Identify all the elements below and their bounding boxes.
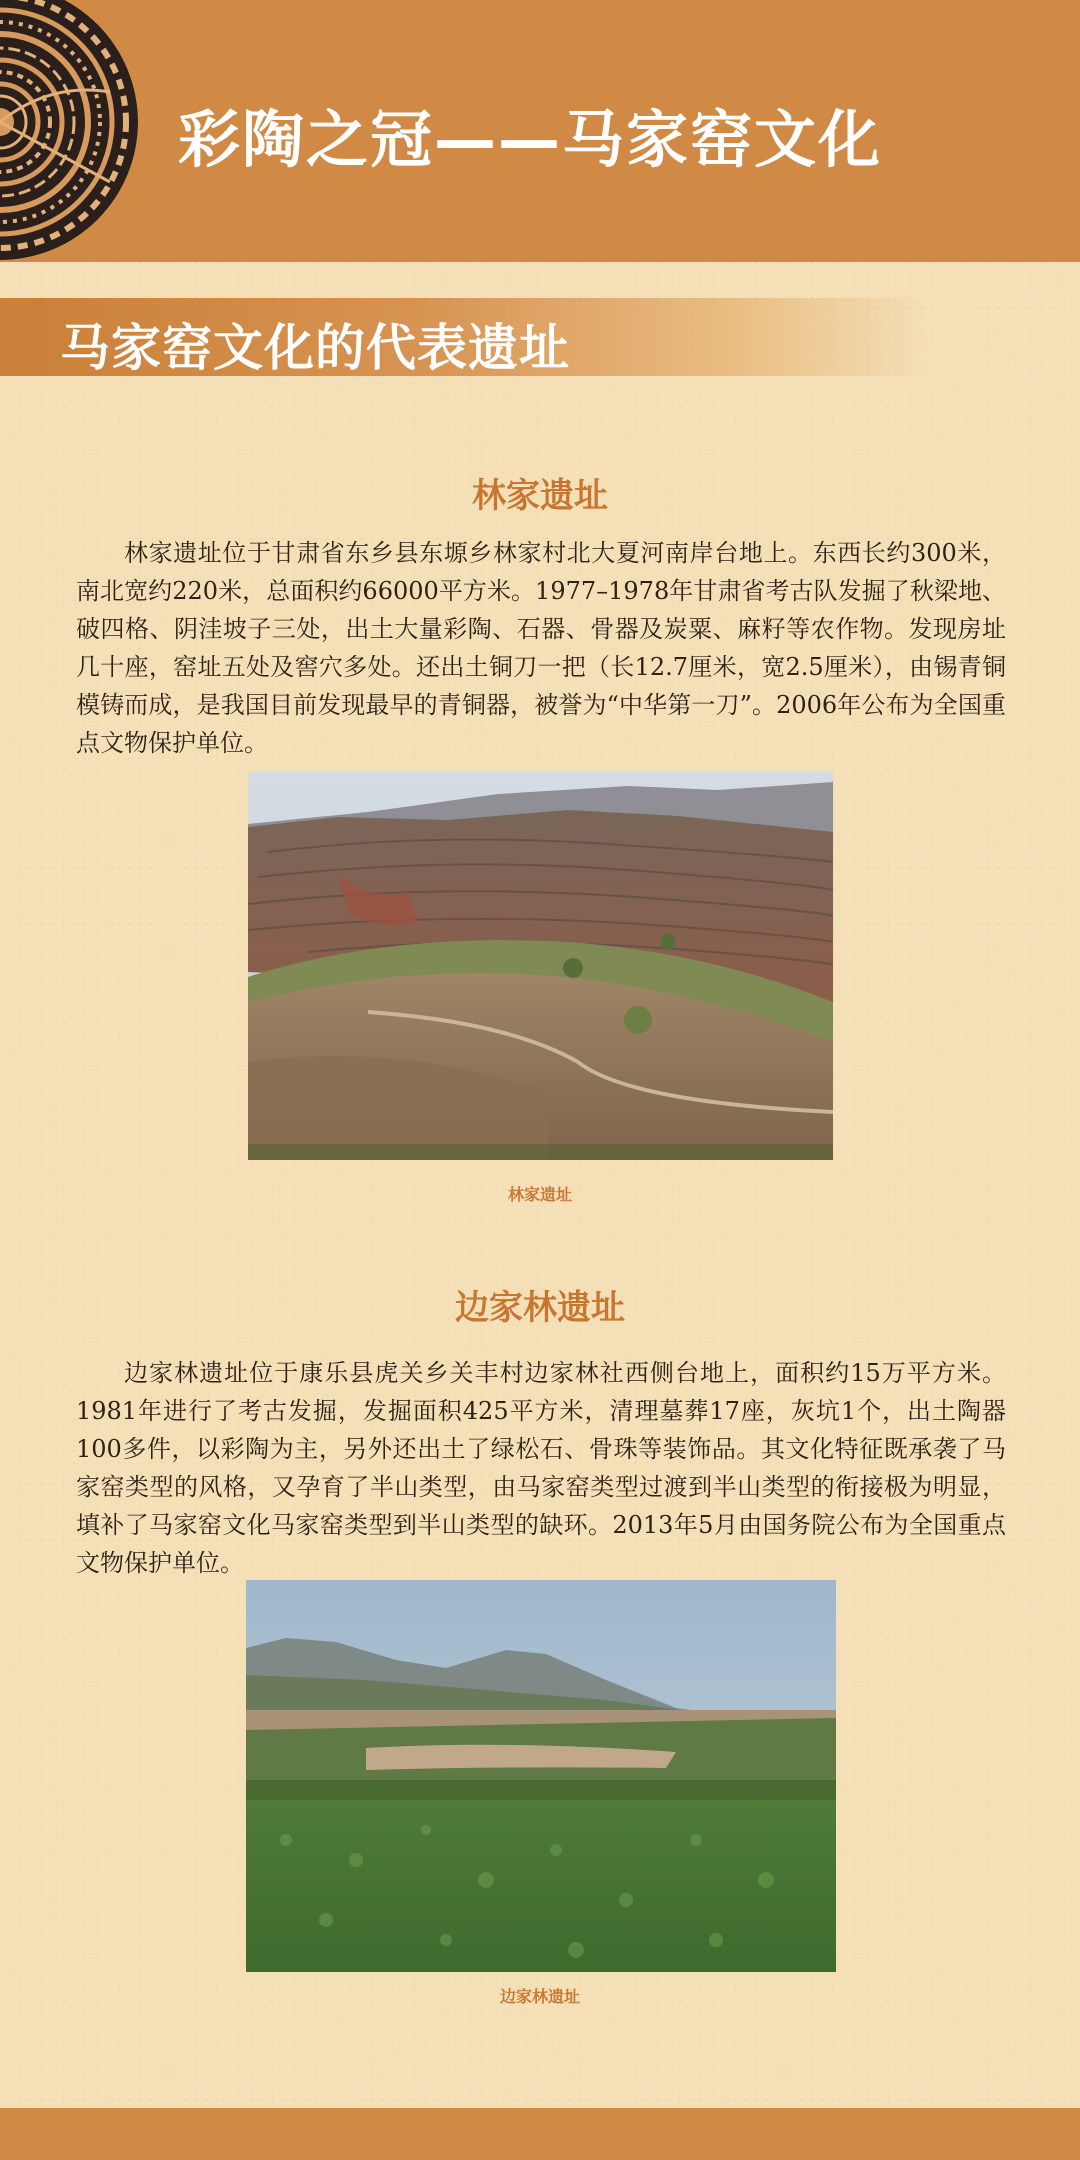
header-band	[0, 0, 1080, 262]
painted-pottery-emblem-icon	[0, 0, 140, 262]
photo-caption-linjia: 林家遗址	[507, 1185, 572, 1204]
footer-band	[0, 2108, 1080, 2160]
site-description-linjia: 林家遗址位于甘肃省东乡县东塬乡林家村北大夏河南岸台地上。东西长约300米，南北宽约220米，总面积约66000平方米。1977–1978年甘肃省考古队发掘了秋梁地、破四格、阴洼坡子三处，出土大量彩陶、石器、骨器及炭粟、麻籽等农作物。发现房址几十座，窑址五处及窖穴多处。还出土铜刀一把（长12.7厘米，宽2.5厘米），由锡青铜模铸而成，是我国目前发现最早的青铜器，被誉为“中华第一刀”。2006年公布为全国重点文物保护单位。	[76, 539, 1006, 757]
section-title: 马家窑文化的代表遗址	[60, 318, 570, 377]
site-title-linjia: 林家遗址	[472, 476, 608, 516]
site-photo-linjia	[248, 772, 833, 1160]
page-title: 彩陶之冠——马家窑文化	[178, 103, 883, 176]
green-fields-photo	[246, 1580, 836, 1972]
site-title-bianjialin: 边家林遗址	[455, 1288, 625, 1328]
site-photo-bianjialin	[246, 1580, 836, 1972]
photo-caption-bianjialin: 边家林遗址	[499, 1987, 580, 2006]
terraced-hills-photo	[248, 772, 833, 1160]
section-banner	[0, 298, 930, 376]
site-description-bianjialin: 边家林遗址位于康乐县虎关乡关丰村边家林社西侧台地上，面积约15万平方米。1981年进行了考古发掘，发掘面积425平方米，清理墓葬17座，灰坑1个，出土陶器100多件，以彩陶为主，另外还出土了绿松石、骨珠等装饰品。其文化特征既承袭了马家窑类型的风格，又孕育了半山类型，由马家窑类型过渡到半山类型的衔接极为明显，填补了马家窑文化马家窑类型到半山类型的缺环。2013年5月由国务院公布为全国重点文物保护单位。	[76, 1359, 1006, 1577]
